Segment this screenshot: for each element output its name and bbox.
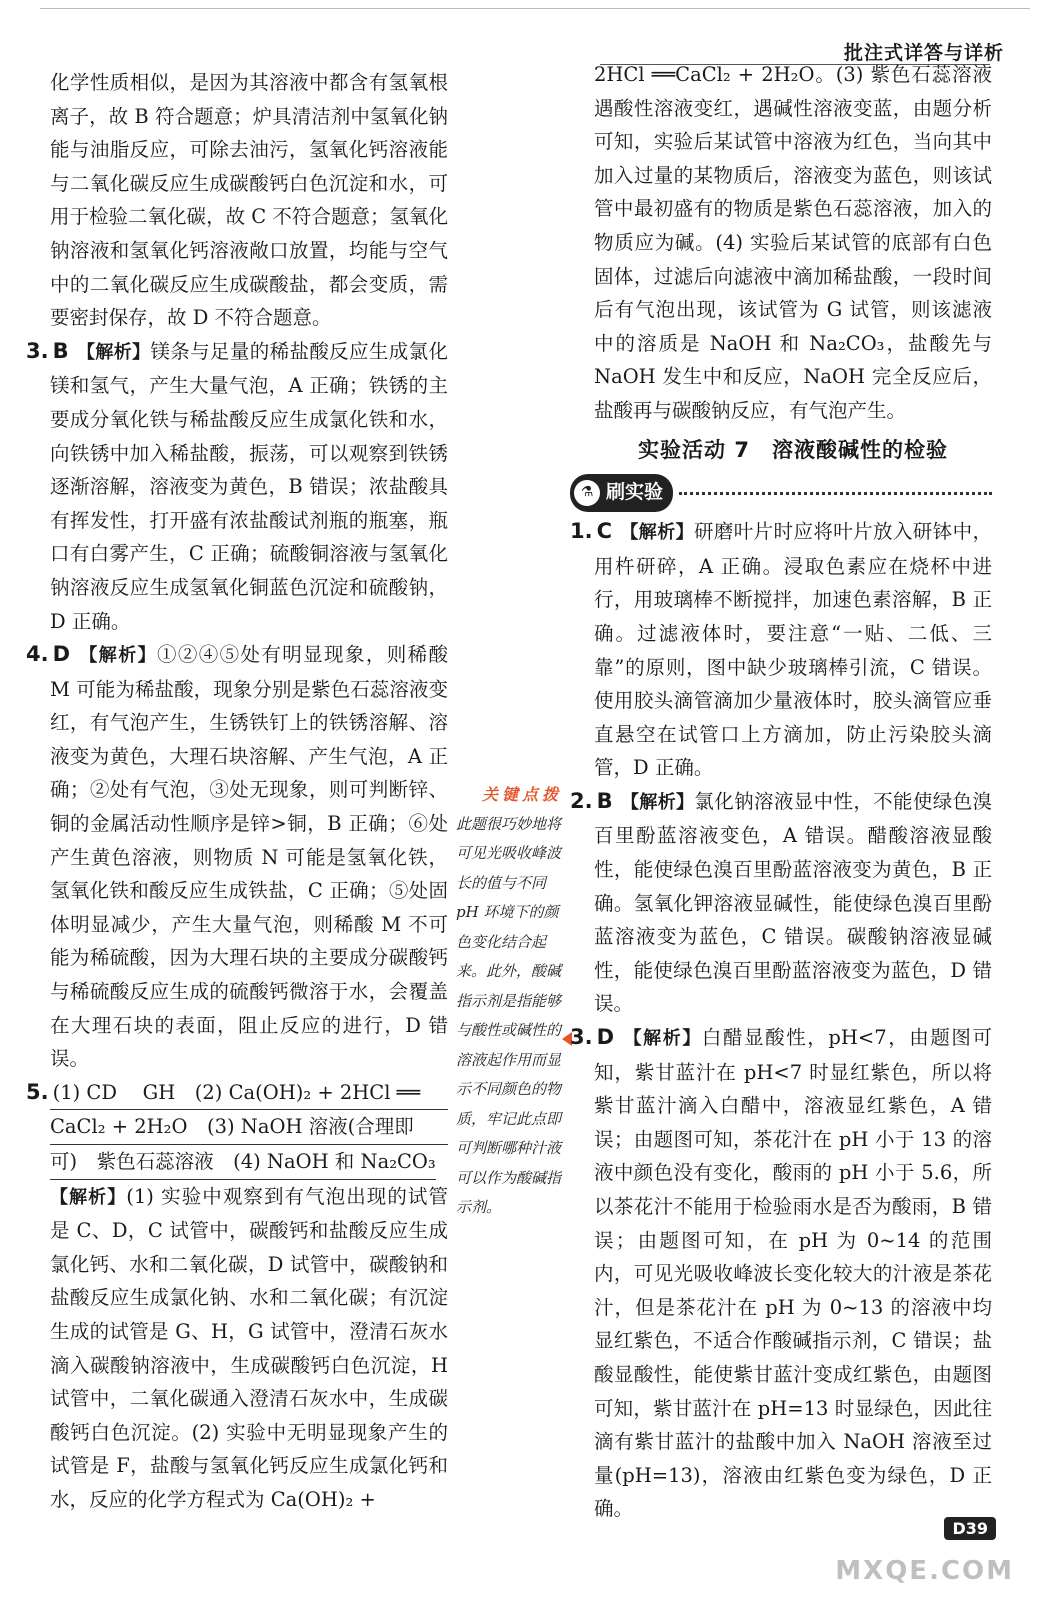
answer-item-5 <box>26 1076 448 1517</box>
analysis-tag: 【解析】 <box>622 1028 702 1050</box>
answer-line-2: CaCl₂ + 2H₂O (3) NaOH 溶液(合理即 <box>50 1110 448 1145</box>
sidenote-text: 此题很巧妙地将可见光吸收峰波长的值与不同 pH 环境下的颜色变化结合起来。此外，酸碱指示剂是指能够与酸性或碱性的溶液起作用而显示不同颜色的物质，牢记此点即可判断哪种汁液可以作为酸碱指示剂。 <box>456 814 562 1216</box>
answer-letter: D <box>52 642 71 667</box>
page-header-title: 批注式详答与详析 <box>843 42 1004 64</box>
analysis-text: (1) 实验中观察到有气泡出现的试管是 C、D，C 试管中，碳酸钙和盐酸反应生成氯化钙、水和二氧化碳，D 试管中，碳酸钠和盐酸反应生成氯化钠、水和二氧化碳；有沉淀生成的试管是 G、H，G 试管中，澄清石灰水滴入碳酸钠溶液中，生成碳酸钙白色沉淀，H 试管中，二氧化碳通入澄清石灰水中，生成碳酸钙白色沉淀。(2) 实验中无明显现象产生的试管是 F，盐酸与氢氧化钙反应生成氯化钙和水，反应的化学方程式为 Ca(OH)₂ + <box>50 1184 448 1511</box>
page-number: D39 <box>944 1517 996 1540</box>
answer-item-4 <box>26 638 448 1076</box>
watermark: MXQE.COM <box>835 1556 1014 1586</box>
left-column <box>26 66 448 1517</box>
answer-line-1 <box>26 1076 448 1111</box>
answer-item-2 <box>570 785 992 1021</box>
question-number: 4. <box>26 642 49 667</box>
answer-item-3 <box>26 335 448 638</box>
answer-letter: D <box>596 1025 615 1050</box>
answer-letter: B <box>52 338 69 363</box>
answer-line-3: 可) 紫色石蕊溶液 (4) NaOH 和 Na₂CO₃ <box>50 1145 436 1180</box>
right-continuation-paragraph: 2HCl ══CaCl₂ + 2H₂O。(3) 紫色石蕊溶液遇酸性溶液变红，遇碱性溶液变蓝，由题分析可知，实验后某试管中溶液为红色，当向其中加入过量的某物质后，溶液变为蓝色，则该试管中最初盛有的物质是紫色石蕊溶液，加入的物质应为碱。(4) 实验后某试管的底部有白色固体，过滤后向滤液中滴加稀盐酸，一段时间后有气泡出现，该试管为 G 试管，则该滤液中的溶质是 NaOH 和 Na₂CO₃，盐酸先与 NaOH 发生中和反应，NaOH 完全反应后，盐酸再与碳酸钠反应，有气泡产生。 <box>594 63 992 422</box>
answer-text: (1) CD GH (2) Ca(OH)₂ + 2HCl ══ <box>52 1080 421 1104</box>
analysis-tag: 【解析】 <box>620 791 695 813</box>
analysis-tag: 【解析】 <box>50 1186 127 1208</box>
question-number: 2. <box>570 788 593 813</box>
top-rule <box>40 8 1030 9</box>
dotted-divider <box>679 492 992 495</box>
analysis-text: 镁条与足量的稀盐酸反应生成氯化镁和氢气，产生大量气泡，A 正确；铁锈的主要成分氧化铁与稀盐酸反应生成氯化铁和水，向铁锈中加入稀盐酸，振荡，可以观察到铁锈逐渐溶解，溶液变为黄色，B 错误；浓盐酸具有挥发性，打开盛有浓盐酸试剂瓶的瓶塞，瓶口有白雾产生，C 正确；硫酸铜溶液与氢氧化钠溶液反应生成氢氧化铜蓝色沉淀和硫酸钠，D 正确。 <box>50 339 448 633</box>
question-number: 3. <box>26 338 49 363</box>
badge-label: 刷实验 <box>606 481 664 504</box>
analysis-text: 氯化钠溶液显中性，不能使绿色溴百里酚蓝溶液变色，A 错误。醋酸溶液显酸性，能使绿色溴百里酚蓝溶液变为黄色，B 正确。氢氧化钾溶液显碱性，能使绿色溴百里酚蓝溶液变为蓝色，C 错误。碳酸钠溶液显碱性，能使绿色溴百里酚蓝溶液变为蓝色，D 错误。 <box>594 789 992 1016</box>
analysis-text: 白醋显酸性，pH<7，由题图可知，紫甘蓝汁在 pH<7 时显红紫色，所以将紫甘蓝汁滴入白醋中，溶液显红紫色，A 错误；由题图可知，茶花汁在 pH 小于 13 的溶液中颜色没有变化，酸雨的 pH 小于 5.6，所以茶花汁不能用于检验雨水是否为酸雨，B 错误；由题图可知，在 pH 为 0~14 的范围内，可见光吸收峰波长变化较大的汁液是茶花汁，但是茶花汁在 pH 为 0~13 的溶液中均显红紫色，不适合作酸碱指示剂，C 错误；盐酸显酸性，能使紫甘蓝汁变成红紫色，由题图可知，紫甘蓝汁在 pH=13 时显绿色，因此往滴有紫甘蓝汁的盐酸中加入 NaOH 溶液至过量(pH=13)，溶液由红紫色变为绿色，D 正确。 <box>594 1026 993 1521</box>
right-column <box>570 58 993 1526</box>
answer-item-3-right <box>570 1021 993 1526</box>
sidenote-title: 关键点拨 <box>482 785 563 804</box>
practice-badge <box>570 474 673 512</box>
answer-letter: B <box>596 788 613 813</box>
question-number: 1. <box>570 519 593 544</box>
answer-letter: C <box>596 519 613 544</box>
analysis-text: ①②④⑤处有明显现象，则稀酸 M 可能为稀盐酸，现象分别是紫色石蕊溶液变红，有气泡产生，生锈铁钉上的铁锈溶解、溶液变为黄色，大理石块溶解、产生气泡，A 正确；②处有气泡，③处无现象，则可判断锌、铜的金属活动性顺序是锌>铜，B 正确；⑥处产生黄色溶液，则物质 N 可能是氢氧化铁，氢氧化铁和酸反应生成铁盐，C 正确；⑤处固体明显减少，产生大量气泡，则稀酸 M 不可能为稀硫酸，因为大理石块的主要成分碳酸钙与稀硫酸反应生成的硫酸钙微溶于水，会覆盖在大理石块的表面，阻止反应的进行，D 错误。 <box>50 643 448 1071</box>
question-number: 5. <box>26 1079 49 1104</box>
question-number: 3. <box>570 1025 593 1050</box>
key-point-sidenote <box>456 780 566 1223</box>
analysis-tag: 【解析】 <box>78 645 157 667</box>
analysis-tag: 【解析】 <box>76 341 151 363</box>
answer-5-analysis <box>50 1180 448 1517</box>
left-intro-paragraph: 化学性质相似，是因为其溶液中都含有氢氧根离子，故 B 符合题意；炉具清洁剂中氢氧化钠能与油脂反应，可除去油污，氢氧化钙溶液能与二氧化碳反应生成碳酸钙白色沉淀和水，可用于检验二氧化碳，故 C 不符合题意；氢氧化钠溶液和氢氧化钙溶液敞口放置，均能与空气中的二氧化碳反应生成碳酸盐，都会变质，需要密封保存，故 D 不符合题意。 <box>50 71 448 330</box>
flask-icon: ⚗ <box>574 480 600 506</box>
analysis-tag: 【解析】 <box>620 522 694 544</box>
section-title: 实验活动 7 溶液酸碱性的检验 <box>638 437 948 462</box>
section-badge-row <box>570 475 992 511</box>
analysis-text: 研磨叶片时应将叶片放入研钵中，用杵研碎，A 正确。浸取色素应在烧杯中进行，用玻璃棒不断搅拌，加速色素溶解，B 正确。过滤液体时，要注意“一贴、二低、三靠”的原则，图中缺少玻璃棒引流，C 错误。使用胶头滴管滴加少量液体时，胶头滴管应垂直悬空在试管口上方滴加，防止污染胶头滴管，D 正确。 <box>594 520 992 780</box>
answer-item-1 <box>570 515 992 785</box>
